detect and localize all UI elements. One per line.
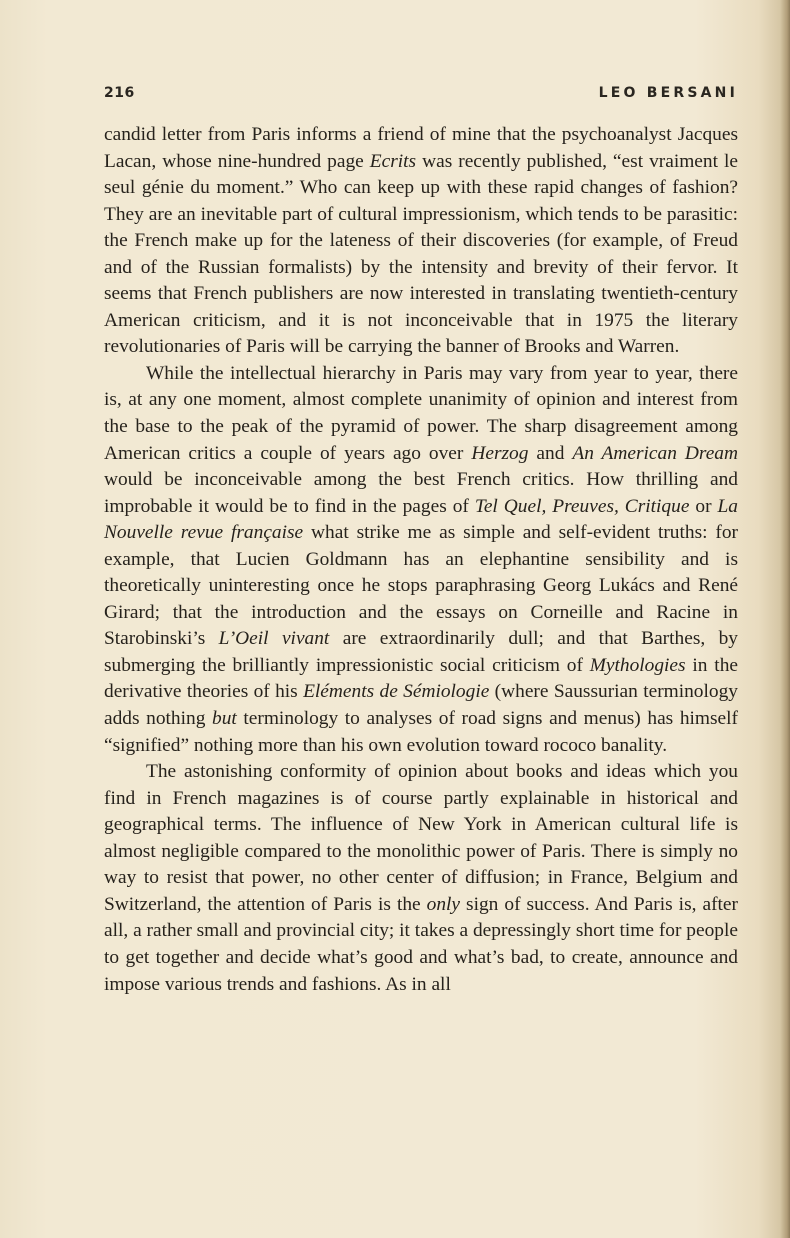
italic-text-run: Mythologies: [589, 654, 686, 676]
text-run: The astonishing conformity of opinion about books and ideas which you find in French magazines is of course partly explainable in historical and geographical terms. The influence of New York in American cultural life is almost negligible compared to the monolithic power of Paris. There is simply no way to resist that power, no other center of diffusion; in France, Belgium and Switzerland, the attention of Paris is the: [104, 761, 738, 915]
page-number: 216: [104, 85, 135, 101]
text-run: and: [528, 442, 573, 464]
text-run: terminology to analyses of road signs and menus) has himself “signified” nothing more than his own evolution toward rococo banality.: [104, 708, 738, 756]
italic-text-run: but: [212, 708, 237, 730]
italic-text-run: La Nouvelle revue française: [104, 495, 738, 544]
italic-text-run: L’Oeil vivant: [218, 628, 330, 650]
text-run: would be inconceivable among the best French critics. How thrilling and improbable it would be to find in the pages of: [104, 469, 738, 517]
italic-text-run: Eléments de Sémiologie: [303, 681, 490, 703]
text-run: sign of success. And Paris is, after all, a rather small and provincial city; it takes a depressingly short time for people to get together and decide what’s good and what’s bad, to create, announce and impose various trends and fashions. As in all: [104, 893, 738, 995]
text-run: candid letter from Paris informs a friend of mine that the psychoanalyst Jacques Lacan, whose nine-hundred page: [104, 124, 738, 172]
italic-text-run: only: [426, 893, 461, 915]
text-run: are extraordinarily dull; and that Barthes, by submerging the brilliantly impressionistic social criticism of: [104, 628, 738, 676]
text-run: in the derivative theories of his: [104, 654, 738, 703]
text-run: or: [689, 495, 718, 517]
italic-text-run: An American Dream: [572, 442, 738, 464]
text-run: While the intellectual hierarchy in Paris may vary from year to year, there is, at any one moment, almost complete unanimity of opinion and interest from the base to the peak of the pyramid of power. The sharp disagreement among American critics a couple of years ago over: [104, 362, 738, 464]
page-edge-shadow: [780, 0, 790, 1238]
text-run: what strike me as simple and self-evident truths: for example, that Lucien Goldmann has an elephantine sensibility and is theoretically uninteresting once he stops paraphrasing Georg Lukács and René Girard; that the introduction and the essays on Corneille and Racine in Starobinski’s: [104, 522, 739, 650]
italic-text-run: Herzog: [471, 442, 529, 464]
paragraph: [104, 361, 738, 759]
italic-text-run: Tel Quel, Preuves, Critique: [474, 495, 690, 517]
text-run: (where Saussurian terminology adds nothing: [104, 681, 738, 730]
text-run: was recently published, “est vraiment le seul génie du moment.” Who can keep up with these rapid changes of fashion? They are an inevitable part of cultural impressionism, which tends to be parasitic: the French make up for the lateness of their discoveries (for example, of Freud and of the Russian formalists) by the intensity and brevity of their fervor. It seems that French publishers are now interested in translating twentieth-century American criticism, and it is not inconceivable that in 1975 the literary revolutionaries of Paris will be carrying the banner of Brooks and Warren.: [104, 150, 738, 358]
paragraph: [104, 122, 738, 361]
italic-text-run: Ecrits: [369, 150, 417, 172]
page-header: [104, 85, 738, 107]
running-head-author: LEO BERSANI: [598, 85, 738, 101]
body-text: [104, 122, 738, 998]
paragraph: [104, 759, 738, 998]
